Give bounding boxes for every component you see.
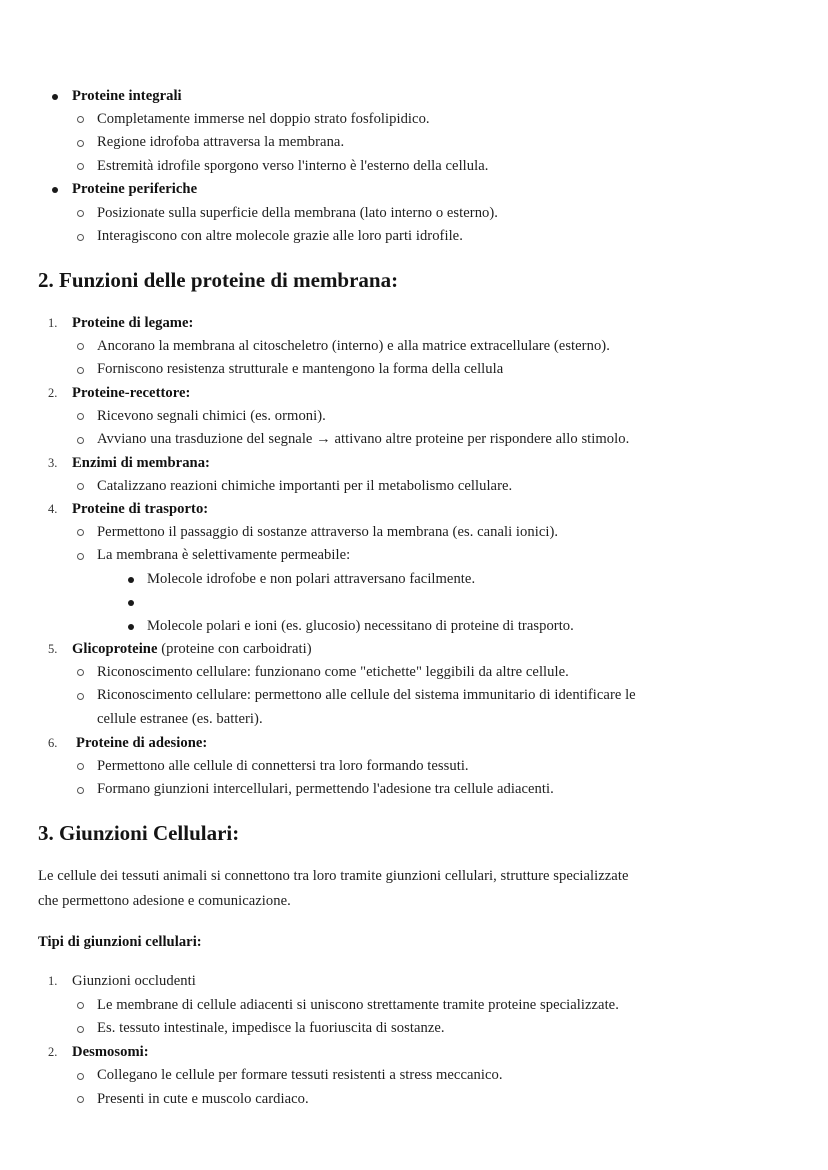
bullet-circle-icon — [77, 553, 84, 560]
list-subitem: Interagiscono con altre molecole grazie alle loro parti idrofile. — [97, 228, 463, 244]
list-subitem: Ricevono segnali chimici (es. ormoni). — [97, 408, 326, 424]
list-subitem: La membrana è selettivamente permeabile: — [97, 547, 351, 563]
list-subitem: Catalizzano reazioni chimiche importanti per il metabolismo cellulare. — [97, 478, 513, 494]
bullet-circle-icon — [77, 1026, 84, 1033]
list-subitem: Ancorano la membrana al citoscheletro (interno) e alla matrice extracellulare (esterno). — [97, 338, 610, 354]
list-subitem: Regione idrofoba attraversa la membrana. — [97, 134, 345, 150]
list-subitem: Estremità idrofile sporgono verso l'interno è l'esterno della cellula. — [97, 158, 489, 174]
list-subsubitem: Molecole polari e ioni (es. glucosio) necessitano di proteine di trasporto. — [147, 618, 574, 634]
paragraph-line: che permettono adesione e comunicazione. — [38, 893, 291, 909]
paragraph-line: Le cellule dei tessuti animali si connettono tra loro tramite giunzioni cellulari, strutture specializzate — [38, 868, 629, 884]
section-heading-funzioni: 2. Funzioni delle proteine di membrana: — [38, 268, 399, 292]
list-subitem: Le membrane di cellule adiacenti si uniscono strettamente tramite proteine specializzate. — [97, 997, 619, 1013]
glicoproteine-label: Glicoproteine — [72, 641, 158, 657]
list-subitem: Forniscono resistenza strutturale e mantengono la forma della cellula — [97, 361, 504, 377]
list-item-proteine-integrali: Proteine integrali — [72, 88, 182, 104]
list-subitem: Riconoscimento cellulare: funzionano come "etichette" leggibili da altre cellule. — [97, 664, 569, 680]
bullet-circle-icon — [77, 234, 84, 241]
list-item-proteine-recettore: Proteine-recettore: — [72, 385, 191, 401]
list-subitem: Collegano le cellule per formare tessuti resistenti a stress meccanico. — [97, 1067, 503, 1083]
list-number: 1. — [48, 316, 58, 330]
list-subitem: Presenti in cute e muscolo cardiaco. — [97, 1091, 309, 1107]
bullet-circle-icon — [77, 367, 84, 374]
bullet-circle-icon — [77, 763, 84, 770]
list-subitem-continuation: cellule estranee (es. batteri). — [97, 711, 263, 727]
bullet-circle-icon — [77, 437, 84, 444]
list-number: 5. — [48, 642, 58, 656]
list-subitem: Completamente immerse nel doppio strato fosfolipidico. — [97, 111, 430, 127]
bullet-circle-icon — [77, 343, 84, 350]
list-item-giunzioni-occludenti: Giunzioni occludenti — [72, 973, 196, 989]
bullet-circle-icon — [77, 210, 84, 217]
section-heading-giunzioni: 3. Giunzioni Cellulari: — [38, 821, 240, 845]
list-number: 2. — [48, 386, 58, 400]
bullet-circle-icon — [77, 140, 84, 147]
list-item-proteine-di-legame: Proteine di legame: — [72, 315, 194, 331]
list-number: 6. — [48, 736, 58, 750]
list-item-proteine-periferiche: Proteine periferiche — [72, 181, 198, 197]
list-subitem: Avviano una trasduzione del segnale → attivano altre proteine per rispondere allo stimolo. — [97, 431, 630, 447]
list-subsubitem: Molecole idrofobe e non polari attraversano facilmente. — [147, 571, 476, 587]
bullet-circle-icon — [77, 1002, 84, 1009]
bullet-circle-icon — [77, 116, 84, 123]
bullet-disc-icon — [52, 187, 58, 193]
list-subitem: Permettono alle cellule di connettersi tra loro formando tessuti. — [97, 758, 469, 774]
list-item-proteine-di-trasporto: Proteine di trasporto: — [72, 501, 209, 517]
bullet-circle-icon — [77, 1073, 84, 1080]
bullet-circle-icon — [77, 163, 84, 170]
list-number: 2. — [48, 1045, 58, 1059]
bullet-circle-icon — [77, 787, 84, 794]
list-number: 3. — [48, 456, 58, 470]
subheading-tipi-giunzioni: Tipi di giunzioni cellulari: — [38, 934, 202, 950]
bullet-circle-icon — [77, 483, 84, 490]
bullet-disc-icon — [52, 94, 58, 100]
list-item-proteine-di-adesione: Proteine di adesione: — [76, 735, 208, 751]
list-number: 1. — [48, 974, 58, 988]
list-item-glicoproteine — [72, 639, 312, 659]
bullet-circle-icon — [77, 1096, 84, 1103]
bullet-circle-icon — [77, 669, 84, 676]
list-item-desmosomi: Desmosomi: — [72, 1044, 149, 1060]
list-number: 4. — [48, 502, 58, 516]
list-subitem: Formano giunzioni intercellulari, permettendo l'adesione tra cellule adiacenti. — [97, 781, 554, 797]
bullet-disc-icon — [128, 577, 134, 583]
bullet-circle-icon — [77, 529, 84, 536]
list-subitem: Permettono il passaggio di sostanze attraverso la membrana (es. canali ionici). — [97, 524, 559, 540]
list-subitem: Posizionate sulla superficie della membrana (lato interno o esterno). — [97, 205, 498, 221]
bullet-circle-icon — [77, 693, 84, 700]
list-subitem: Es. tessuto intestinale, impedisce la fuoriuscita di sostanze. — [97, 1020, 445, 1036]
list-item-enzimi-di-membrana: Enzimi di membrana: — [72, 455, 210, 471]
bullet-circle-icon — [77, 413, 84, 420]
list-subitem: Riconoscimento cellulare: permettono alle cellule del sistema immunitario di identificare le — [97, 687, 636, 703]
bullet-disc-icon — [128, 600, 134, 606]
bullet-disc-icon — [128, 624, 134, 630]
glicoproteine-suffix: (proteine con carboidrati) — [157, 641, 312, 657]
